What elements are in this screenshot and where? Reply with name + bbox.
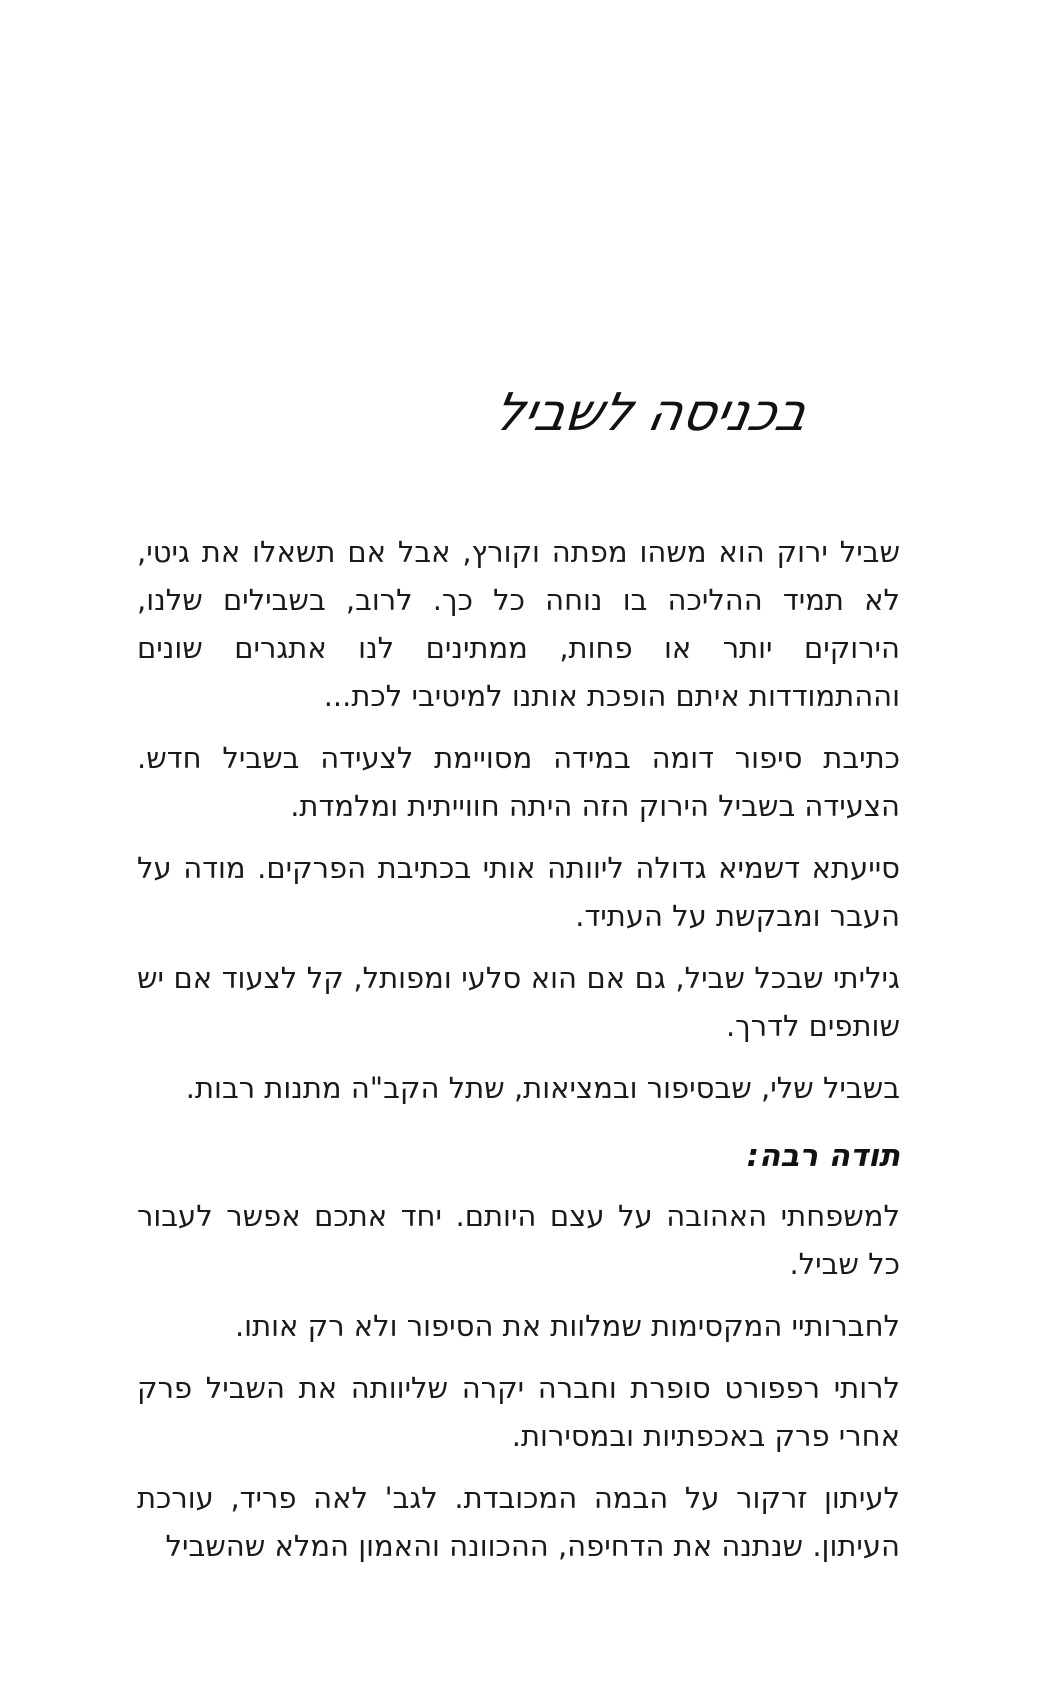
text-block <box>137 528 900 1584</box>
paragraph-intro-1: שביל ירוק הוא משהו מפתה וקורץ, אבל אם תשאלו את גיטי, לא תמיד ההליכה בו נוחה כל כך. לרוב, בשבילים שלנו, הירוקים יותר או פחות, ממתינים לנו אתגרים שונים וההתמודדות איתם הופכת אותנו למיטיבי לכת... <box>137 535 900 713</box>
paragraph-thanks-1: למשפחתי האהובה על עצם היותם. יחד אתכם אפשר לעבור כל שביל. <box>137 1199 900 1281</box>
paragraph-thanks-2: לחברותיי המקסימות שמלוות את הסיפור ולא רק אותו. <box>234 1309 900 1343</box>
paragraph-thanks-3: לרותי רפפורט סופרת וחברה יקרה שליוותה את השביל פרק אחרי פרק באכפתיות ובמסירות. <box>137 1371 900 1453</box>
paragraph-intro-2: כתיבת סיפור דומה במידה מסויימת לצעידה בשביל חדש. הצעידה בשביל הירוק הזה היתה חווייתית ומלמדת. <box>137 741 900 823</box>
paragraph-intro-3: סייעתא דשמיא גדולה ליוותה אותי בכתיבת הפרקים. מודה על העבר ומבקשת על העתיד. <box>137 851 900 933</box>
thanks-heading: תודה רבה: <box>746 1138 900 1174</box>
paragraph-intro-4: גיליתי שבכל שביל, גם אם הוא סלעי ומפותל, קל לצעוד אם יש שותפים לדרך. <box>137 961 900 1043</box>
paragraph-intro-5: בשביל שלי, שבסיפור ובמציאות, שתל הקב"ה מתנות רבות. <box>185 1071 900 1105</box>
chapter-title: בכניסה לשביל <box>488 383 814 443</box>
paragraph-thanks-4: לעיתון זרקור על הבמה המכובדת. לגב' לאה פריד, עורכת העיתון. שנתנה את הדחיפה, ההכוונה והאמון המלא שהשביל <box>137 1481 900 1563</box>
